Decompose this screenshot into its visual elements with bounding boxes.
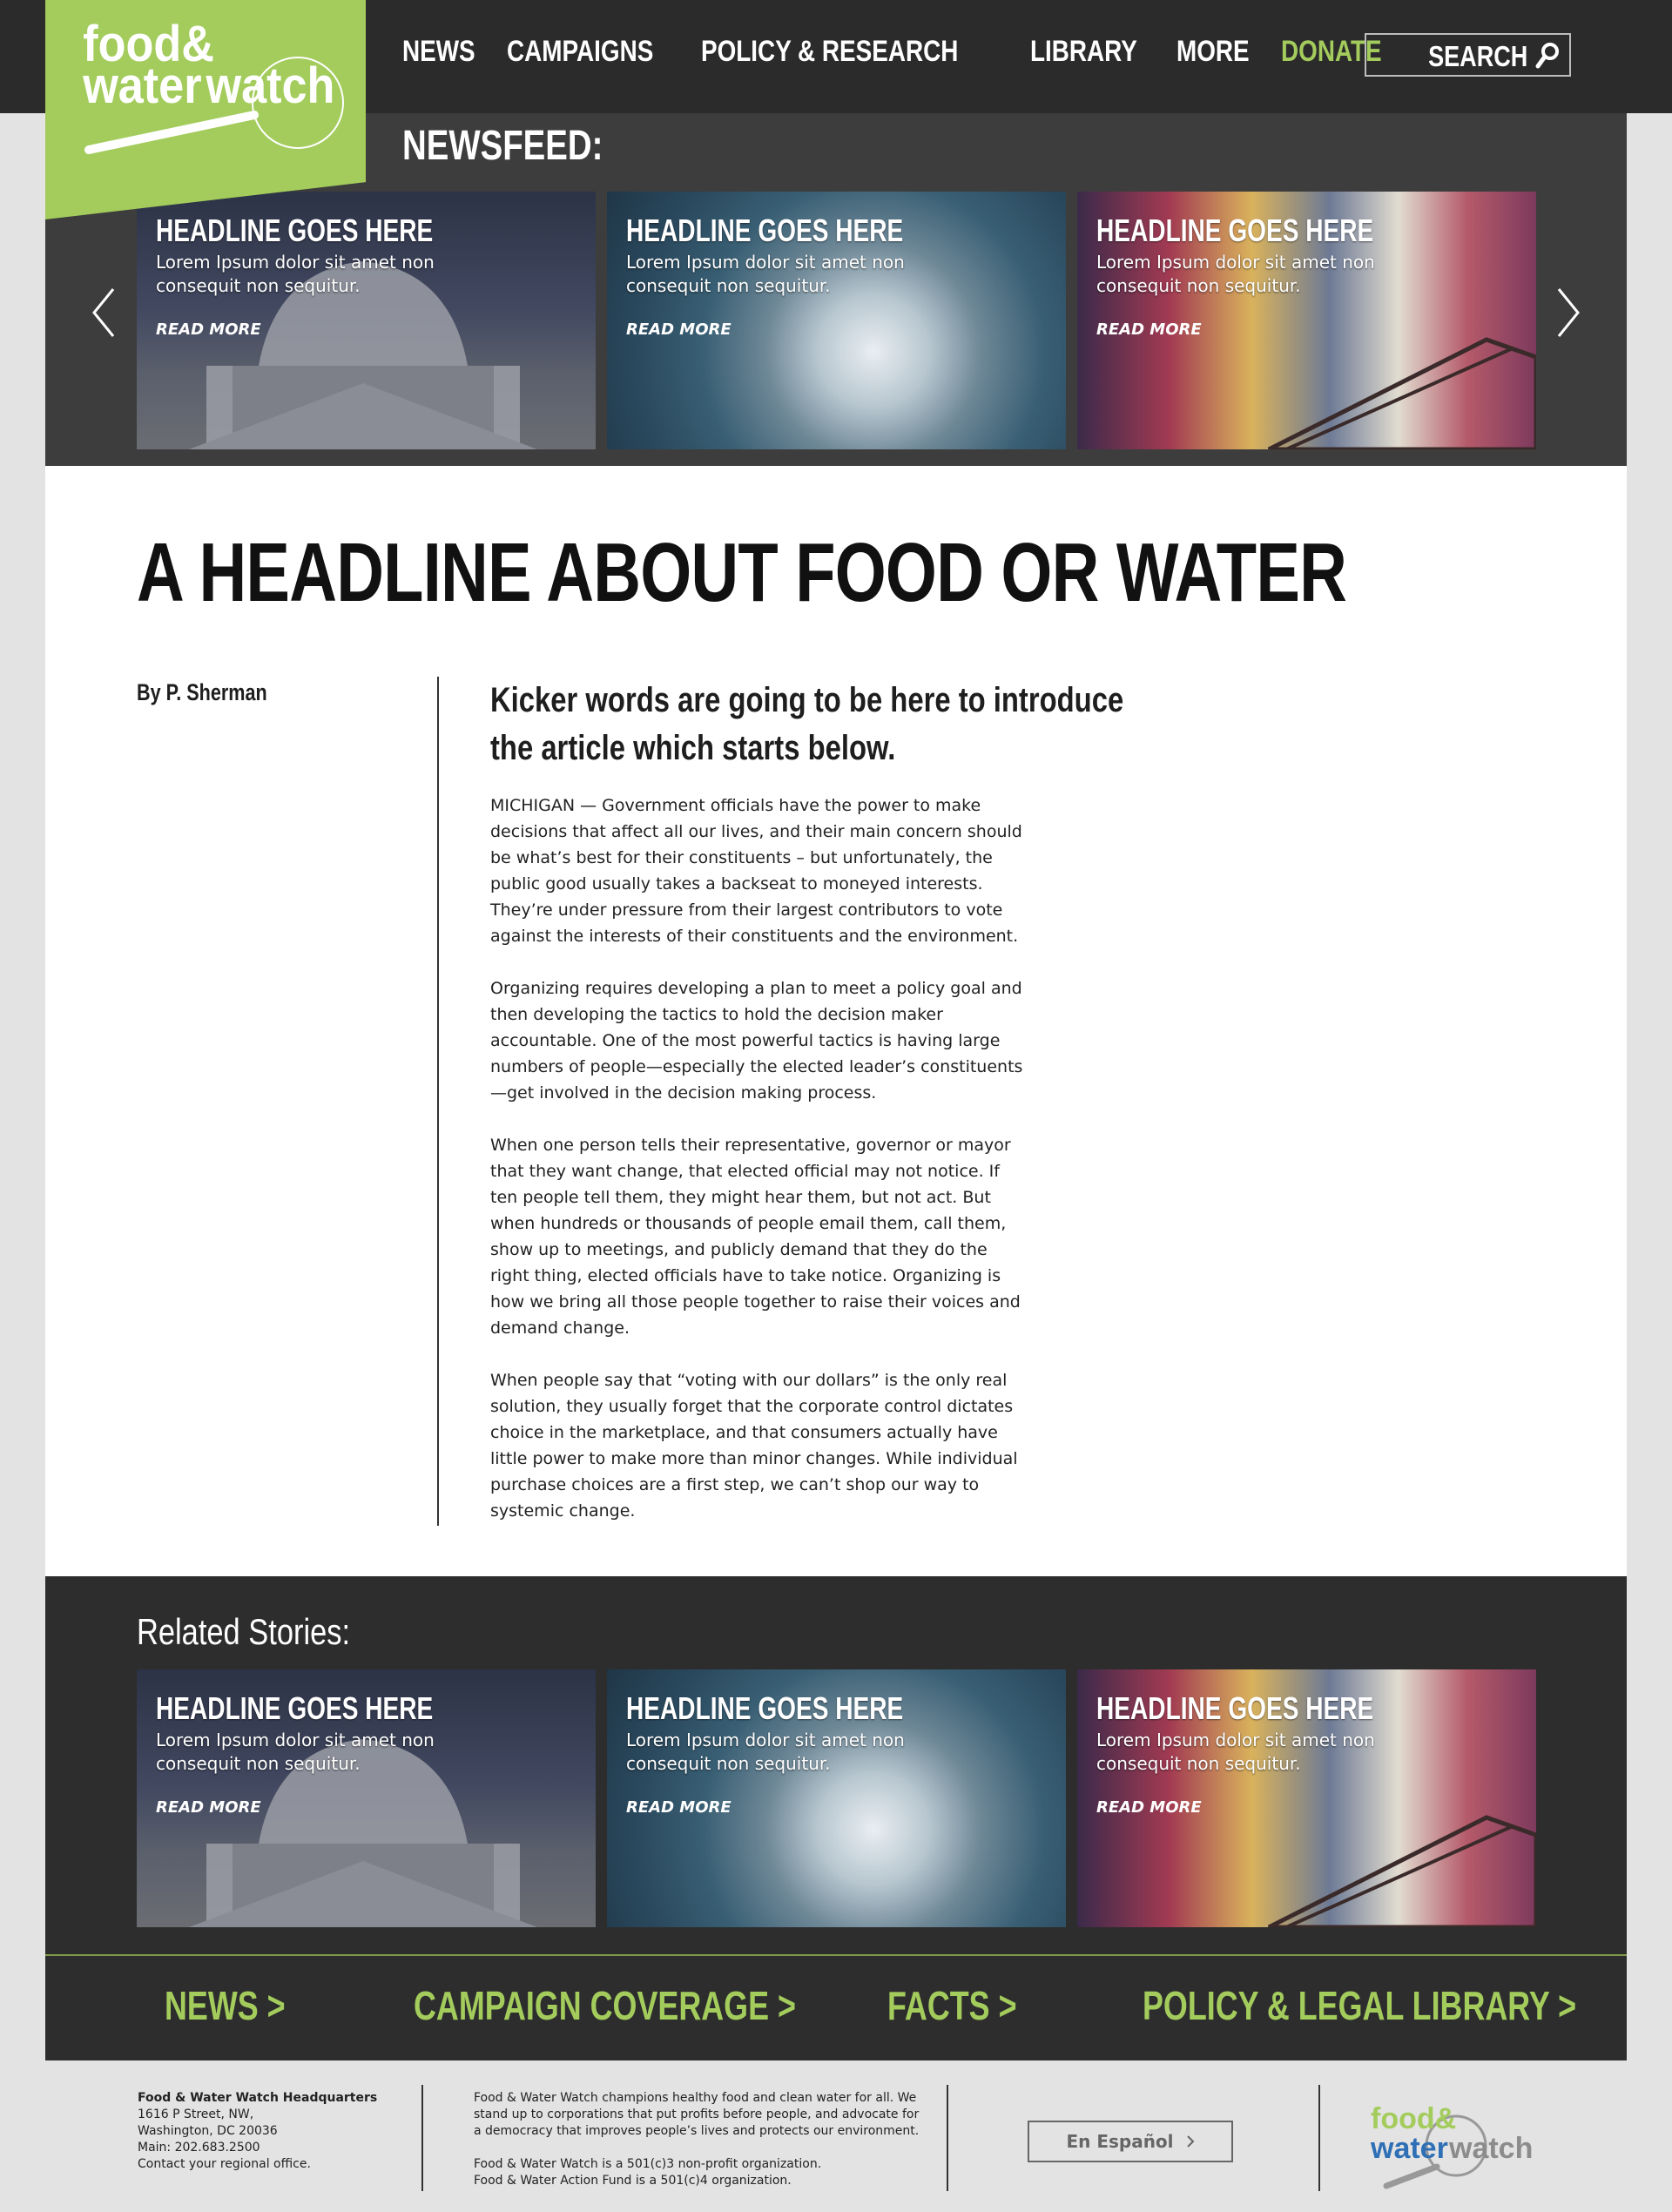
article-body [490, 792, 1030, 1550]
hq-line: 1616 P Street, NW, [138, 2107, 254, 2121]
search-button[interactable] [1365, 33, 1571, 77]
article-divider [437, 677, 439, 1526]
logo-text-water: water [83, 57, 202, 114]
related-cards [137, 1669, 1536, 1927]
card-headline: HEADLINE GOES HERE [1096, 212, 1374, 248]
newsfeed-cards [137, 192, 1536, 449]
footer-divider [1318, 2085, 1320, 2191]
footer-logo-water: water [1371, 2132, 1448, 2165]
footer-divider [947, 2085, 948, 2191]
card-headline: HEADLINE GOES HERE [626, 212, 904, 248]
footer-logo[interactable] [1369, 2095, 1543, 2191]
article-paragraph: When one person tells their representative, governor or mayor that they want change, that elected official may not notice. If ten people tell them, they might hear them, but not act. But when hundreds or thousands of people email them, call them, show up to meetings, and publicly demand that they do the right thing, elected officials have to take notice. Organizing is how we bring all those people together to raise their voices and demand change. [490, 1136, 1021, 1338]
spanish-language-button[interactable] [1028, 2121, 1233, 2162]
card-summary: Lorem Ipsum dolor sit amet non consequit non sequitur. [156, 252, 435, 296]
hq-title: Food & Water Watch Headquarters [138, 2091, 378, 2105]
spanish-language-label: En Español [1066, 2131, 1174, 2152]
search-label: SEARCH [1427, 40, 1527, 72]
card-summary: Lorem Ipsum dolor sit amet non consequit non sequitur. [626, 1730, 905, 1774]
nav-news[interactable]: NEWS [402, 35, 475, 68]
card-headline: HEADLINE GOES HERE [1096, 1690, 1374, 1726]
related-stories-section [45, 1576, 1627, 1955]
quicklink-policy-legal-library[interactable]: POLICY & LEGAL LIBRARY > [1143, 1983, 1577, 2028]
article-paragraph: When people say that “voting with our dollars” is the only real solution, they usually forget that the corporate control dictates choice in the marketplace, and that consumers actually have little power to make more than minor changes. While individual purchase choices are a first step, we can’t shop our way to systemic change. [490, 1371, 1018, 1521]
article-headline: A HEADLINE ABOUT FOOD OR WATER [137, 526, 1347, 619]
footer-divider [421, 2085, 423, 2191]
hq-phone: Main: 202.683.2500 [138, 2141, 260, 2155]
card-summary: Lorem Ipsum dolor sit amet non consequit non sequitur. [1096, 1730, 1375, 1774]
hq-line: Washington, DC 20036 [138, 2124, 278, 2138]
regional-office-link[interactable]: Contact your regional office. [138, 2157, 311, 2171]
nonprofit-line: Food & Water Action Fund is a 501(c)4 organization. [474, 2174, 792, 2188]
nav-library[interactable]: LIBRARY [1030, 35, 1138, 68]
card-headline: HEADLINE GOES HERE [156, 1690, 434, 1726]
card-summary: Lorem Ipsum dolor sit amet non consequit non sequitur. [1096, 252, 1375, 296]
read-more-link[interactable]: READ MORE [1096, 320, 1202, 339]
read-more-link[interactable]: READ MORE [156, 320, 261, 339]
read-more-link[interactable]: READ MORE [1096, 1798, 1202, 1817]
news-card[interactable] [137, 192, 596, 449]
main-nav [402, 35, 1392, 69]
site-logo[interactable] [45, 0, 366, 219]
related-card[interactable] [1077, 1669, 1536, 1927]
chevron-right-icon [1186, 2134, 1195, 2148]
hq-address [138, 2090, 377, 2173]
article-paragraph: MICHIGAN — Government officials have the power to make decisions that affect all our lives, and their main concern should be what’s best for their constituents – but unfortunately, the public good usually takes a backseat to moneyed interests. They’re under pressure from their largest contributors to vote against the interests of their constituents and the environment. [490, 796, 1022, 946]
site-footer [0, 2060, 1672, 2212]
magnifier-logo-icon [45, 0, 366, 219]
related-stories-title: Related Stories: [137, 1611, 351, 1652]
card-summary: Lorem Ipsum dolor sit amet non consequit non sequitur. [626, 252, 905, 296]
carousel-prev-icon[interactable] [91, 287, 117, 338]
article-byline: By P. Sherman [137, 679, 267, 705]
related-card[interactable] [607, 1669, 1066, 1927]
nav-more[interactable]: MORE [1176, 35, 1250, 68]
mission-statement [474, 2090, 927, 2189]
quicklinks-band [45, 1954, 1627, 2060]
newsfeed-title: NEWSFEED: [402, 123, 603, 169]
read-more-link[interactable]: READ MORE [626, 1798, 732, 1817]
nonprofit-line: Food & Water Watch is a 501(c)3 non-profit organization. [474, 2157, 822, 2171]
card-summary: Lorem Ipsum dolor sit amet non consequit non sequitur. [156, 1730, 435, 1774]
read-more-link[interactable]: READ MORE [156, 1798, 261, 1817]
news-card[interactable] [607, 192, 1066, 449]
article-paragraph: Organizing requires developing a plan to meet a policy goal and then developing the tactics to hold the decision maker accountable. One of the most powerful tactics is having large numbers of people—especially the elected leader’s constituents—get involved in the decision making process. [490, 979, 1023, 1103]
nav-donate[interactable]: DONATE [1281, 35, 1382, 68]
search-icon [1534, 42, 1561, 70]
card-headline: HEADLINE GOES HERE [156, 212, 434, 248]
nav-policy-research[interactable]: POLICY & RESEARCH [701, 35, 959, 68]
article-section [45, 466, 1627, 1576]
footer-logo-food: food& [1371, 2102, 1457, 2135]
footer-logo-watch: watch [1449, 2132, 1534, 2165]
nav-campaigns[interactable]: CAMPAIGNS [507, 35, 654, 68]
news-card[interactable] [1077, 192, 1536, 449]
mission-text: Food & Water Watch champions healthy food and clean water for all. We stand up to corporations that put profits before people, and advocate for a democracy that improves people’s lives and protects our environment. [474, 2091, 920, 2138]
card-headline: HEADLINE GOES HERE [626, 1690, 904, 1726]
quicklink-news[interactable]: NEWS > [165, 1983, 286, 2028]
read-more-link[interactable]: READ MORE [626, 320, 732, 339]
related-card[interactable] [137, 1669, 596, 1927]
logo-text-watch: watch [206, 57, 335, 114]
quicklink-facts[interactable]: FACTS > [887, 1983, 1017, 2028]
article-kicker: Kicker words are going to be here to introduce the article which starts below. [490, 681, 1124, 767]
logo-text-food: food& [83, 15, 214, 72]
carousel-next-icon[interactable] [1555, 287, 1581, 338]
quicklink-campaign-coverage[interactable]: CAMPAIGN COVERAGE > [414, 1983, 796, 2028]
